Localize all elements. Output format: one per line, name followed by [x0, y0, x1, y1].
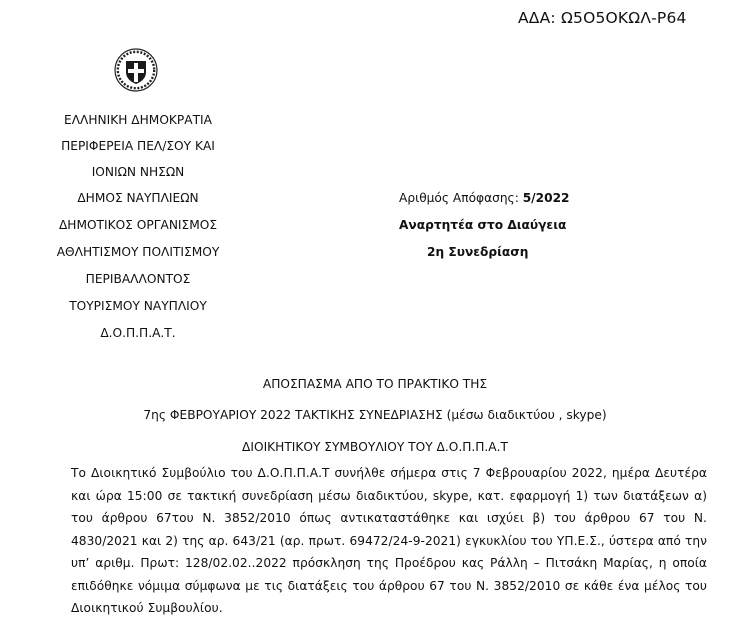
header-line-9: Δ.Ο.Π.Π.Α.Τ. [100, 326, 176, 340]
decision-number: 5/2022 [522, 191, 570, 205]
header-line-3: ΙΟΝΙΩΝ ΝΗΣΩΝ [91, 165, 185, 179]
header-line-2: ΠΕΡΙΦΕΡΕΙΑ ΠΕΛ/ΣΟΥ ΚΑΙ [61, 139, 215, 153]
meeting-date-title: 7ης ΦΕΒΡΟΥΑΡΙΟΥ 2022 ΤΑΚΤΙΚΗΣ ΣΥΝΕΔΡΙΑΣΗΣ (μέσω διαδικτύου , skype) [143, 408, 607, 422]
header-line-8: ΤΟΥΡΙΣΜΟΥ ΝΑΥΠΛΙΟΥ [69, 299, 207, 313]
header-line-6: ΑΘΛΗΤΙΣΜΟΥ ΠΟΛΙΤΙΣΜΟΥ [56, 245, 220, 259]
header-line-1: ΕΛΛΗΝΙΚΗ ΔΗΜΟΚΡΑΤΙΑ [64, 113, 212, 127]
board-title: ΔΙΟΙΚΗΤΙΚΟΥ ΣΥΜΒΟΥΛΙΟΥ ΤΟΥ Δ.Ο.Π.Π.Α.Τ [242, 440, 508, 454]
greek-coat-of-arms-icon [114, 48, 158, 92]
body-paragraph: Το Διοικητικό Συμβούλιο του Δ.Ο.Π.Π.Α.Τ συνήλθε σήμερα στις 7 Φεβρουαρίου 2022, ημέρα Δευτέρα και ώρα 15:00 σε τακτική συνεδρίαση μέσω διαδικτύου, skype, κατ. εφαρμογή 1) των διατάξεων α) του άρθρου 67του Ν. 3852/2010 όπως αντικαταστάθηκε και ισχύει β) του άρθρου 67 του Ν. 4830/2021 και 2) της αρ. 643/21 (αρ. πρωτ. 69472/24-9-2021) εγκυκλίου του ΥΠ.Ε.Σ., ύστερα από την υπ’ αριθμ. Πρωτ: 128/02.02..2022 πρόσκληση της Προέδρου κας Ράλλη – Πιτσάκη Μαρίας, η οποία επιδόθηκε νόμιμα σύμφωνα με τις διατάξεις του άρθρου 67 του Ν. 3852/2010 σε κάθε ένα μέλος του Διοικητικού Συμβουλίου. [71, 466, 707, 615]
posting-note: Αναρτητέα στο Διαύγεια [399, 218, 567, 232]
decision-label: Αριθμός Απόφασης: [399, 191, 519, 205]
header-line-4: ΔΗΜΟΣ ΝΑΥΠΛΙΕΩΝ [77, 191, 199, 205]
extract-title: ΑΠΟΣΠΑΣΜΑ ΑΠΟ ΤΟ ΠΡΑΚΤΙΚΟ ΤΗΣ [262, 377, 488, 391]
session-number: 2η Συνεδρίαση [427, 245, 529, 259]
header-line-7: ΠΕΡΙΒΑΛΛΟΝΤΟΣ [85, 272, 191, 286]
ada-code: ΑΔΑ: Ω5Ο5ΟΚΩΛ-Ρ64 [518, 9, 687, 27]
header-line-5: ΔΗΜΟΤΙΚΟΣ ΟΡΓΑΝΙΣΜΟΣ [58, 218, 218, 232]
decision-number-row [399, 191, 570, 205]
